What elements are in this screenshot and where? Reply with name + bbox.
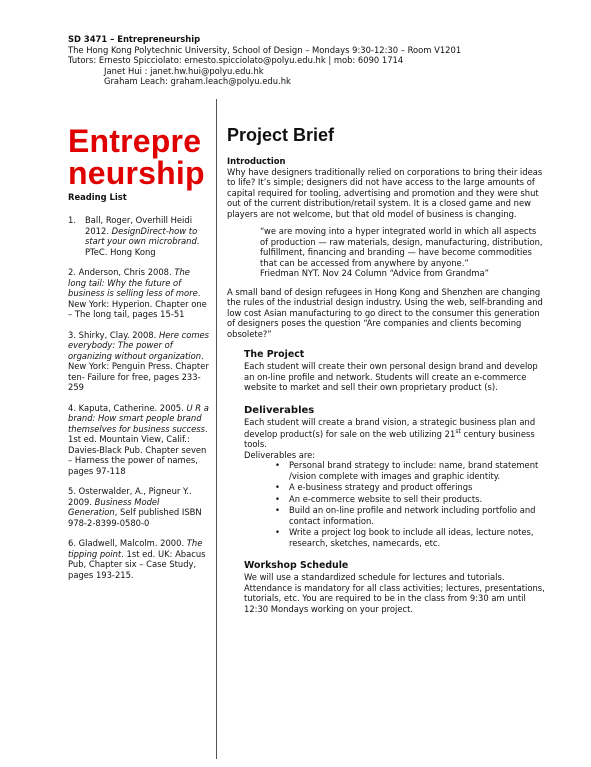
deliverables-sup: st [455,428,461,435]
project-heading: The Project [244,349,305,360]
reference-item [68,330,210,393]
reference-item [68,538,210,580]
quote-text: “we are moving into a hyper integrated world in which all aspects of production — raw materials, design, manufacturing, distribution, fulfillment, financing and branding — have become commodities that can be accessed from anywhere by anyone.” [260,226,543,268]
reference-title: DesignDirect-how to start your own microbrand [85,225,198,246]
reference-number: 2. [68,267,76,277]
reference-title: Business Model Generation [68,496,160,517]
reference-details: . New York: Hyperion. Chapter one – The long tail, pages 15-51 [68,288,207,319]
reference-author: Shirky, Clay. 2008. [78,329,159,340]
list-item: • Write a project log book to include all ideas, lecture notes, research, sketches, namecards, etc. [289,527,545,548]
reference-text [68,486,210,528]
reference-author: Osterwalder, A., Pigneur Y.. 2009. [68,486,192,507]
sidebar-title-line2: neurship [68,155,205,191]
main-content [227,125,545,614]
deliverables-are: Deliverables are: [244,449,316,460]
intro-paragraph: Why have designers traditionally relied on corporations to bring their ideas to life? It’s simple; designers did not have access to the large amounts of capital required for tooling, advertising and promotion and they were shut out of the current distribution/retail system. It is a closed game and new players are not welcome, but that old model of business is changing. [227,166,543,219]
reference-details: . PTeC. Hong Kong [85,236,200,257]
reference-details: . 1st ed. UK: Abacus Pub, Chapter six – Case Study, pages 193-215. [68,548,206,580]
tutor-janet: Janet Hui : janet.hw.hui@polyu.edu.hk [104,65,264,76]
reference-title: Here comes everybody: The power of organizing without organization [68,329,210,361]
reference-item [68,403,210,477]
sidebar [68,125,210,590]
reference-author: Gladwell, Malcolm. 2000. [78,538,187,548]
deliverables-heading: Deliverables [244,404,315,416]
reference-author: Anderson, Chris 2008. [78,267,175,277]
block-quote [227,226,545,279]
reference-author: Kaputa, Catherine. 2005. [78,402,187,413]
reference-title: The long tail: Why the future of business is selling less of more [68,267,198,298]
sidebar-title [68,125,210,189]
deliverables-section [227,405,545,549]
list-item: • An e-commerce website to sell their products. [289,494,545,505]
deliverables-paragraph [244,417,545,450]
reference-text [68,267,210,320]
reference-item [68,215,210,257]
reference-number: 1. [68,215,76,225]
workshop-section [227,560,545,614]
tutor-graham: Graham Leach: graham.leach@polyu.edu.hk [104,76,291,87]
reference-text [68,330,210,393]
page-title: Project Brief [227,125,335,145]
reference-number: 6. [68,538,76,548]
list-item: • Personal brand strategy to include: name, brand statement /vision complete with images and graphic identity. [289,460,545,481]
column-divider [216,99,217,759]
deliverables-text: Each student will create a brand vision, a strategic business plan and develop product(s) for sale on the web utilizing 21 [244,416,536,439]
reference-text [68,538,210,580]
project-section [227,349,545,393]
sidebar-title-line1: Entrepre [68,123,202,159]
reference-details: . New York: Penguin Press. Chapter ten- Failure for free, pages 233-259 [68,350,209,392]
context-paragraph: A small band of design refugees in Hong Kong and Shenzhen are changing the rules of the industrial design industry. Using the web, self-branding and low cost Asian manufacturing to go direct to the consumer this generation of designers poses the question “Are companies and clients becoming obsolete?” [227,286,543,339]
reference-item [68,486,210,528]
list-item: • A e-business strategy and product offerings [289,482,545,493]
deliverables-text-end: century business tools. [244,428,535,450]
reading-list-label: Reading List [68,192,127,202]
reference-number: 3. [68,329,76,340]
reference-number: 5. [68,486,76,496]
reference-title: U R a brand: How smart people brand themselves for business success [68,402,209,434]
reference-details: , Self published ISBN 978-2-8399-0580-0 [68,507,202,528]
tutors-line: Tutors: Ernesto Spicciolato: ernesto.spicciolato@polyu.edu.hk | mob: 6090 1714 [68,55,404,66]
intro-heading: Introduction [227,156,286,166]
reference-details: . 1st ed. Mountain View, Calif.: Davies-Black Pub. Chapter seven – Harness the power of names, pages 97-118 [68,423,208,476]
workshop-heading: Workshop Schedule [244,560,349,572]
reference-text [85,215,210,257]
quote-source: Friedman NYT. Nov 24 Column “Advice from Grandma” [260,268,489,278]
project-paragraph: Each student will create their own personal design brand and develop an on-line profile and network. Students will create an e-commerce website to market and sell their own proprietary product (s). [244,361,538,392]
document-header [68,34,568,87]
reference-title: The tipping point [68,538,203,559]
reference-text [68,403,210,477]
reading-list [68,215,210,580]
reference-item [68,267,210,320]
list-item: • Build an on-line profile and network including portfolio and contact information. [289,505,545,526]
reference-author: Ball, Roger, Overhill Heidi 2012. [85,215,193,236]
institution-line: The Hong Kong Polytechnic University, School of Design – Mondays 9:30-12:30 – Room V1201 [68,44,462,55]
reference-number: 4. [68,402,76,413]
course-title: SD 3471 – Entrepreneurship [68,34,201,44]
deliverables-list [244,460,545,548]
workshop-paragraph: We will use a standardized schedule for lectures and tutorials. Attendance is mandatory for all class activities; lectures, presentations, tutorials, etc. You are required to be in the class from 9:30 am until 12:30 Mondays working on your project. [244,572,545,614]
